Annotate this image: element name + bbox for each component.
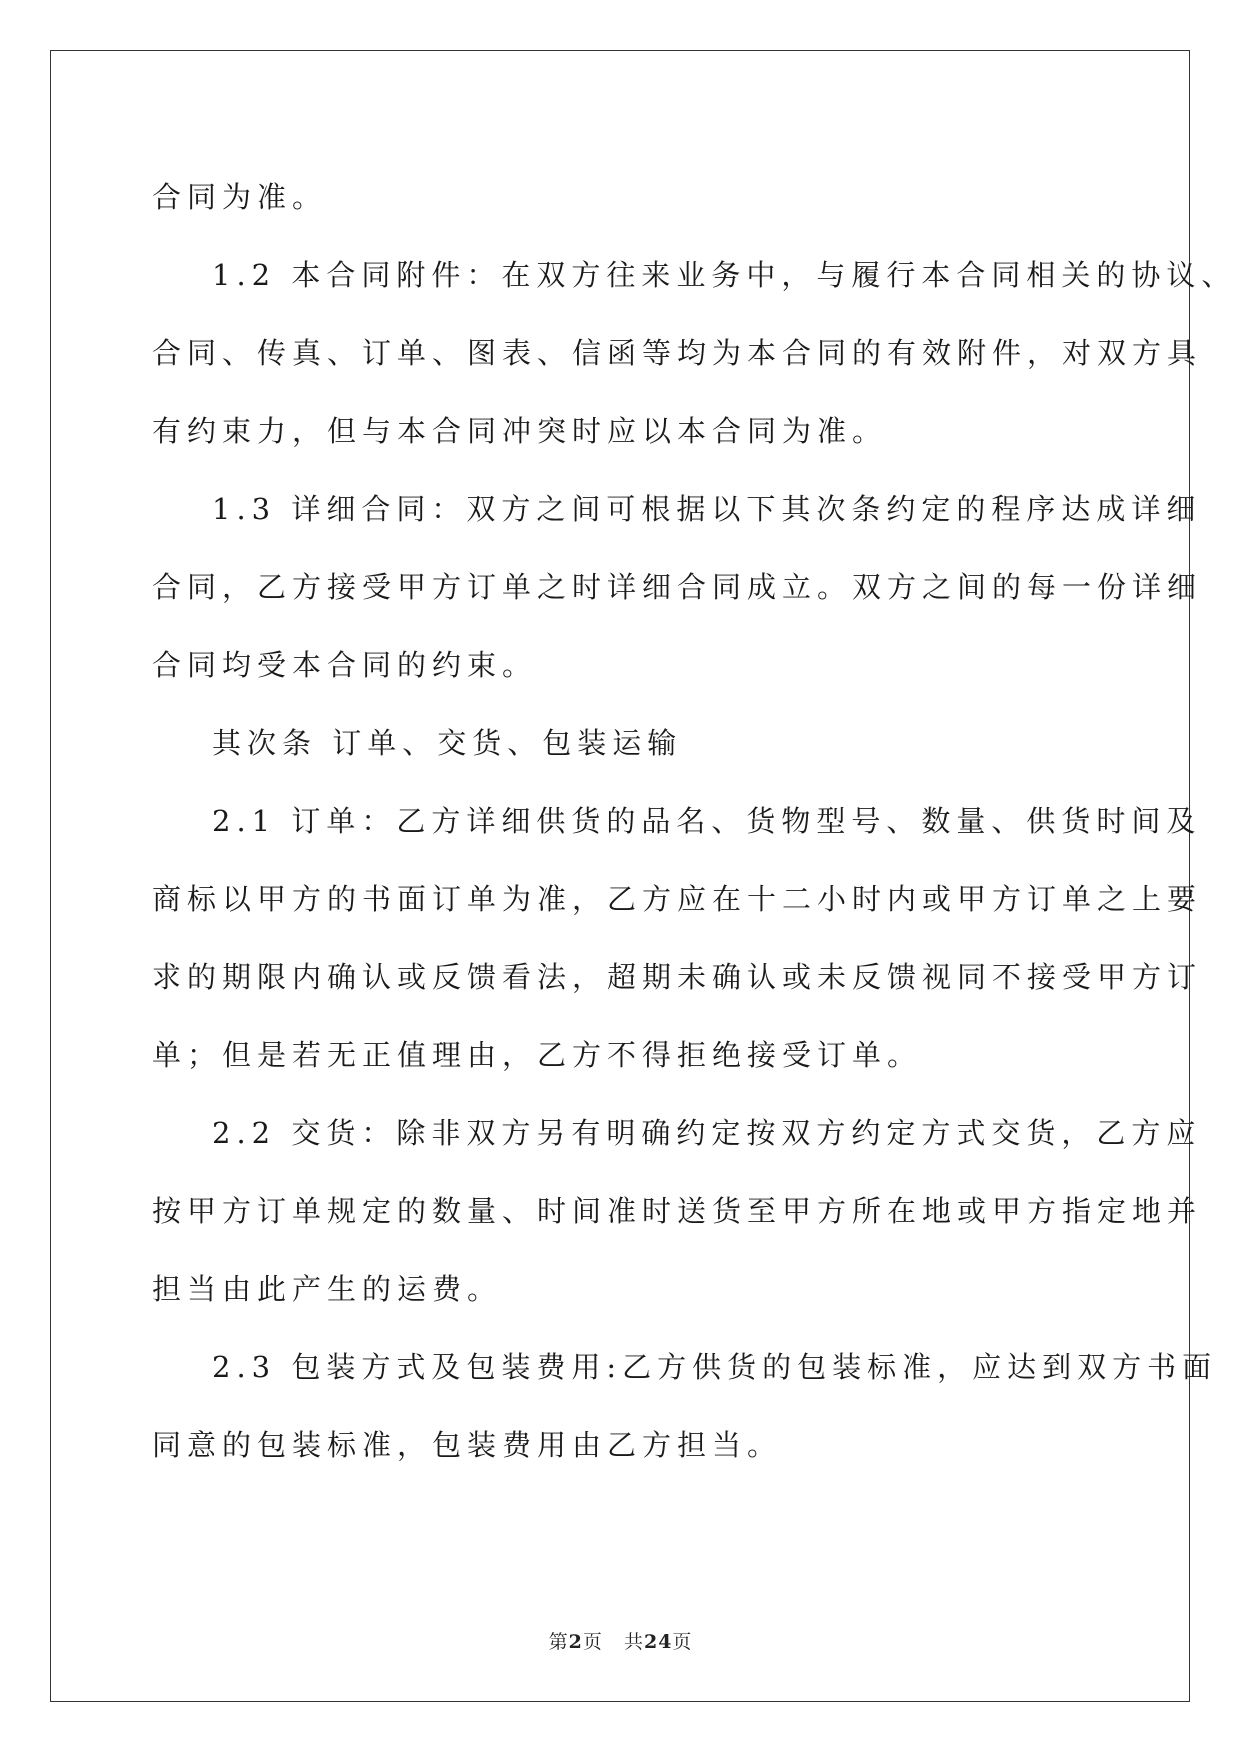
page-number-footer: [0, 1627, 1241, 1654]
text-line-9: 2.1 订单：乙方详细供货的品名、货物型号、数量、供货时间及: [212, 804, 1202, 838]
text-line-3: 合同、传真、订单、图表、信函等均为本合同的有效附件，对双方具: [152, 336, 1203, 370]
section-heading: 其次条 订单、交货、包装运输: [212, 726, 683, 760]
text-line-2: 1.2 本合同附件：在双方往来业务中，与履行本合同相关的协议、: [212, 258, 1237, 292]
footer-prefix: 第: [548, 1631, 569, 1653]
footer-total-prefix: 共: [623, 1631, 644, 1653]
text-line-4: 有约束力，但与本合同冲突时应以本合同为准。: [152, 414, 888, 448]
text-line-12: 单；但是若无正值理由，乙方不得拒绝接受订单。: [152, 1038, 923, 1072]
text-line-13: 2.2 交货：除非双方另有明确约定按双方约定方式交货，乙方应: [212, 1116, 1202, 1150]
document-body: [152, 158, 1237, 1484]
current-page-number: 2: [568, 1631, 583, 1653]
text-line-10: 商标以甲方的书面订单为准，乙方应在十二小时内或甲方订单之上要: [152, 882, 1203, 916]
text-line-1: 合同为准。: [152, 180, 328, 214]
footer-total-suffix: 页: [672, 1631, 693, 1653]
footer-page-suffix: 页: [582, 1631, 603, 1653]
text-line-11: 求的期限内确认或反馈看法，超期未确认或未反馈视同不接受甲方订: [152, 960, 1203, 994]
text-line-7: 合同均受本合同的约束。: [152, 648, 538, 682]
text-line-15: 担当由此产生的运费。: [152, 1272, 503, 1306]
text-line-17: 同意的包装标准，包装费用由乙方担当。: [152, 1428, 783, 1462]
text-line-5: 1.3 详细合同：双方之间可根据以下其次条约定的程序达成详细: [212, 492, 1202, 526]
text-line-14: 按甲方订单规定的数量、时间准时送货至甲方所在地或甲方指定地并: [152, 1194, 1203, 1228]
text-line-16: 2.3 包装方式及包装费用:乙方供货的包装标准，应达到双方书面: [212, 1350, 1218, 1384]
text-line-6: 合同，乙方接受甲方订单之时详细合同成立。双方之间的每一份详细: [152, 570, 1203, 604]
total-pages-number: 24: [643, 1631, 673, 1653]
